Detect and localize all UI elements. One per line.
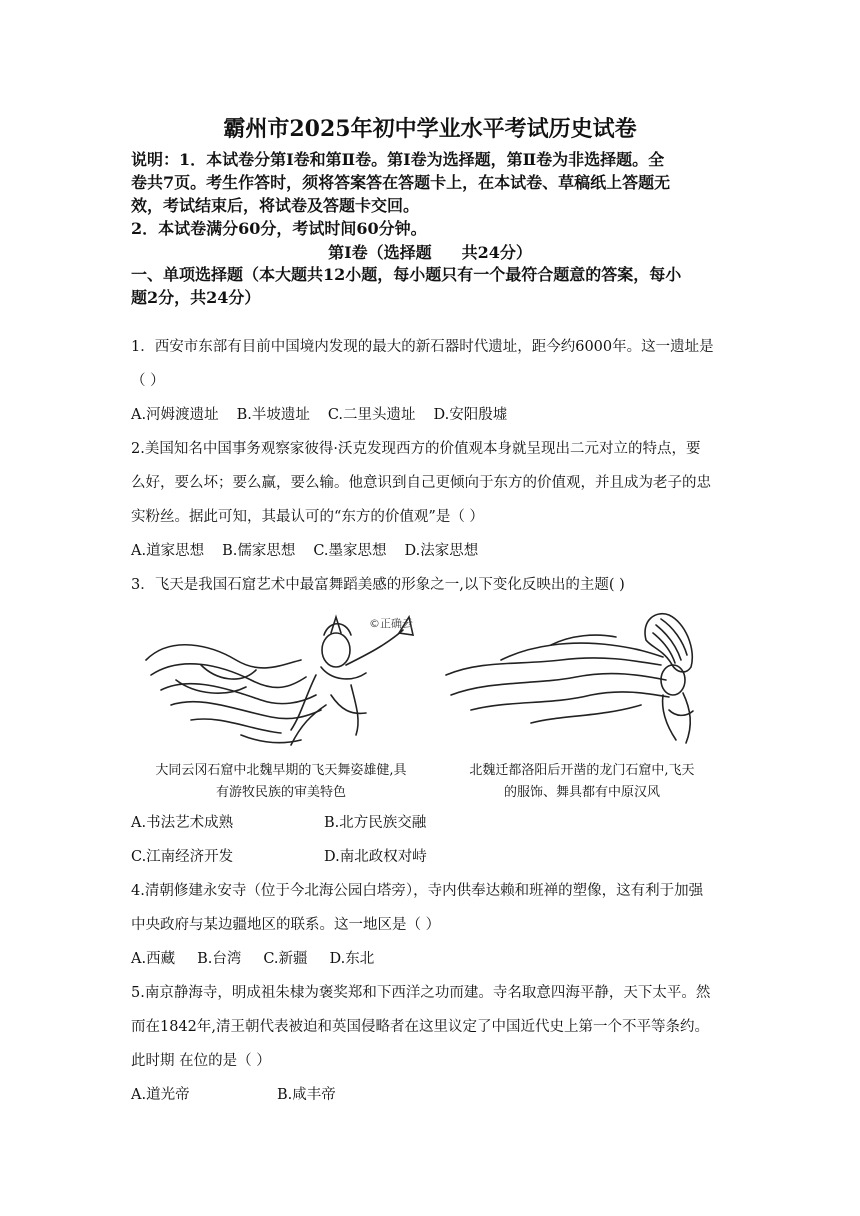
- question-text: 1．西安市东部有目前中国境内发现的最大的新石器时代遗址，距今约6000年。这一遗址是: [131, 339, 714, 355]
- question-text: 实粉丝。据此可知，其最认可的“东方的价值观”是（ ）: [131, 509, 484, 525]
- question-text: 5.南京静海寺，明成祖朱棣为褒奖郑和下西洋之功而建。寺名取意四海平静，天下太平。然: [131, 985, 711, 1001]
- question-text: 此时期 在位的是（ ）: [131, 1053, 271, 1069]
- options: [131, 942, 733, 976]
- figure-caption-left: [131, 760, 431, 804]
- section-title: [0, 240, 860, 263]
- question-4: [131, 874, 733, 976]
- option-d: D.安阳殷墟: [433, 407, 508, 423]
- options: [131, 1078, 733, 1112]
- caption-line: 有游牧民族的审美特色: [215, 785, 346, 800]
- option-a: A.道家思想: [131, 543, 205, 559]
- option-d: D.东北: [329, 951, 375, 967]
- options-row: [131, 806, 733, 840]
- options-row: [131, 840, 733, 874]
- part-heading-line: 题2分，共24分）: [131, 288, 261, 307]
- question-text: 么好，要么坏；要么赢，要么输。他意识到自己更倾向于东方的价值观，并且成为老子的忠: [131, 475, 711, 491]
- instruction-line: 效，考试结束后，将试卷及答题卡交回。: [131, 196, 420, 215]
- caption-line: 的服饰、舞具都有中原汉风: [503, 785, 660, 800]
- figure-panel: [131, 605, 733, 805]
- option-d: D.法家思想: [404, 543, 479, 559]
- option-c: C.二里头遗址: [327, 407, 416, 423]
- question-text: 中央政府与某边疆地区的联系。这一地区是（ ）: [131, 917, 441, 933]
- question-text: 4.清朝修建永安寺（位于今北海公园白塔旁），寺内供奉达赖和班禅的塑像，这有利于加强: [131, 883, 704, 899]
- question-text: 2.美国知名中国事务观察家彼得·沃克发现西方的价值观本身就呈现出二元对立的特点，要: [131, 441, 701, 457]
- instructions: [131, 148, 733, 240]
- option-c: C.墨家思想: [313, 543, 387, 559]
- option-a: A.道光帝: [131, 1087, 190, 1103]
- question-5: [131, 976, 733, 1112]
- part-heading-line: 一、单项选择题（本大题共12小题，每小题只有一个最符合题意的答案，每小: [131, 265, 682, 284]
- figure-caption-right: [431, 760, 733, 804]
- options: [131, 398, 733, 432]
- option-c: C.江南经济开发: [131, 849, 234, 865]
- exam-title: 霸州市2025年初中学业水平考试历史试卷: [223, 116, 637, 142]
- option-b: B.台湾: [197, 951, 242, 967]
- option-a: A.河姆渡遗址: [131, 407, 219, 423]
- flying-apsara-image-right: [441, 605, 726, 750]
- option-a: A.书法艺术成熟: [131, 815, 234, 831]
- instruction-line: 2．本试卷满分60分，考试时间60分钟。: [131, 219, 427, 238]
- question-2: [131, 432, 733, 568]
- section-title-right: 共24分）: [461, 243, 532, 262]
- option-b: B.半坡遗址: [236, 407, 310, 423]
- option-a: A.西藏: [131, 951, 176, 967]
- caption-line: 大同云冈石窟中北魏早期的飞天舞姿雄健,具: [155, 763, 407, 778]
- section-title-left: 第Ⅰ卷（选择题: [328, 243, 432, 262]
- question-text: 而在1842年,清王朝代表被迫和英国侵略者在这里议定了中国近代史上第一个不平等条约。: [131, 1019, 710, 1035]
- question-3: [131, 568, 733, 602]
- option-c: C.新疆: [263, 951, 308, 967]
- question-3-options: [131, 806, 733, 874]
- option-b: B.儒家思想: [222, 543, 296, 559]
- option-b: B.咸丰帝: [277, 1087, 336, 1103]
- option-b: B.北方民族交融: [324, 815, 427, 831]
- option-d: D.南北政权对峙: [324, 849, 427, 865]
- question-text: （ ）: [131, 373, 165, 389]
- question-text: 3．飞天是我国石窟艺术中最富舞蹈美感的形象之一,以下变化反映出的主题( ): [131, 577, 625, 593]
- instruction-line: 卷共7页。考生作答时，须将答案答在答题卡上，在本试卷、草稿纸上答题无: [131, 173, 671, 192]
- options: [131, 534, 733, 568]
- part-heading: [131, 263, 733, 309]
- instruction-line: 说明：1．本试卷分第Ⅰ卷和第Ⅱ卷。第Ⅰ卷为选择题，第Ⅱ卷为非选择题。全: [131, 150, 665, 169]
- watermark: ©正确云: [369, 617, 413, 630]
- question-1: [131, 330, 733, 432]
- caption-line: 北魏迁都洛阳后开凿的龙门石窟中,飞天: [469, 763, 695, 778]
